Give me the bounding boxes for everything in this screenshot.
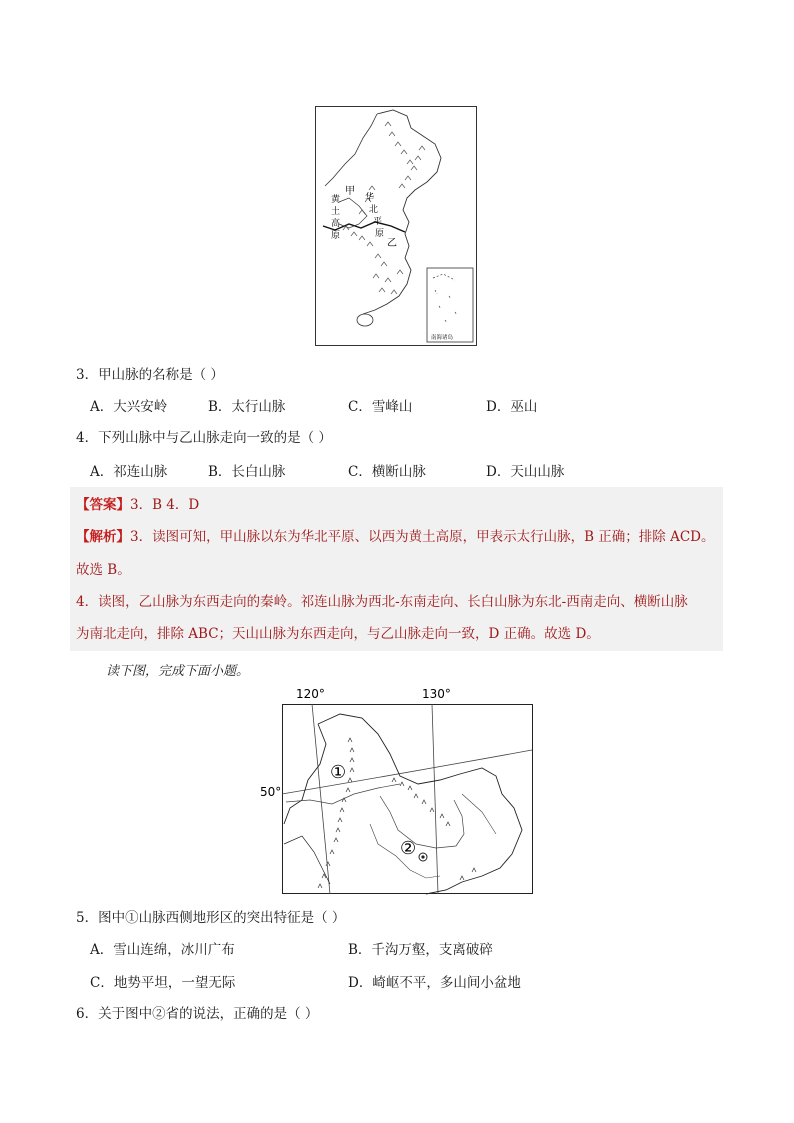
analysis-tag: 【解析】 [76, 529, 130, 545]
q4-option-b[interactable]: B．长白山脉 [208, 464, 286, 480]
inset-label: 南海诸岛 [431, 335, 454, 341]
label-plain-2: 北 [369, 205, 379, 215]
label-loess-3: 高 [331, 219, 341, 229]
label-yi: 乙 [387, 238, 397, 249]
lon-130-label: 130° [422, 687, 451, 701]
china-mountain-map [315, 106, 477, 346]
question-6-stem: 6．关于图中②省的说法，正确的是（ ） [76, 1006, 319, 1022]
label-jia: 甲 [345, 186, 355, 197]
question-5-options-row-1 [90, 941, 690, 959]
marker-2: ② [400, 838, 417, 859]
marker-1: ① [330, 762, 347, 783]
analysis-line-2: 故选 B。 [76, 562, 131, 578]
q4-option-d[interactable]: D．天山山脉 [486, 464, 565, 480]
question-4-options [90, 463, 690, 481]
q3-option-c[interactable]: C．雪峰山 [348, 399, 413, 415]
answer-line [76, 496, 199, 514]
question-3-options [90, 398, 690, 416]
q3-option-b[interactable]: B．太行山脉 [208, 399, 286, 415]
q4-option-c[interactable]: C．横断山脉 [348, 464, 426, 480]
analysis-line-4: 为南北走向，排除 ABC；天山山脉为东西走向，与乙山脉走向一致，D 正确。故选 D。 [76, 626, 600, 642]
analysis-text-1: 3．读图可知，甲山脉以东为华北平原、以西为黄土高原，甲表示太行山脉，B 正确；排除 ACD。 [130, 529, 715, 545]
question-4-stem: 4．下列山脉中与乙山脉走向一致的是（ ） [76, 430, 332, 446]
northeast-china-map [250, 684, 540, 896]
label-plain-4: 原 [375, 229, 385, 239]
label-loess-1: 黄 [331, 195, 341, 205]
q5-option-a[interactable]: A．雪山连绵，冰川广布 [90, 942, 235, 958]
lon-120-label: 120° [296, 687, 325, 701]
answer-tag: 【答案】 [76, 497, 130, 513]
q3-option-d[interactable]: D．巫山 [486, 399, 538, 415]
question-5-options-row-2 [90, 974, 690, 992]
label-plain-1: 华 [365, 193, 375, 203]
q5-option-b[interactable]: B．千沟万壑，支离破碎 [348, 942, 493, 958]
label-loess-2: 土 [331, 207, 341, 217]
q5-option-c[interactable]: C．地势平坦，一望无际 [90, 975, 236, 991]
answer-text: 3．B 4．D [130, 497, 200, 513]
q4-option-a[interactable]: A．祁连山脉 [90, 464, 168, 480]
question-5-stem: 5．图中①山脉西侧地形区的突出特征是（ ） [76, 910, 346, 926]
label-loess-4: 原 [331, 231, 341, 241]
q3-option-a[interactable]: A．大兴安岭 [90, 399, 168, 415]
analysis-line-1 [76, 528, 715, 546]
question-3-stem: 3．甲山脉的名称是（ ） [76, 367, 224, 383]
analysis-line-3: 4．读图，乙山脉为东西走向的秦岭。祁连山脉为西北-东南走向、长白山脉为东北-西南走向、横断山脉 [76, 594, 688, 610]
lead-instruction: 读下图，完成下面小题。 [106, 664, 250, 679]
lat-50-label: 50° [260, 785, 282, 799]
q5-option-d[interactable]: D．崎岖不平，多山间小盆地 [348, 975, 521, 991]
label-plain-3: 平 [373, 217, 383, 227]
south-china-sea-inset [427, 268, 473, 342]
